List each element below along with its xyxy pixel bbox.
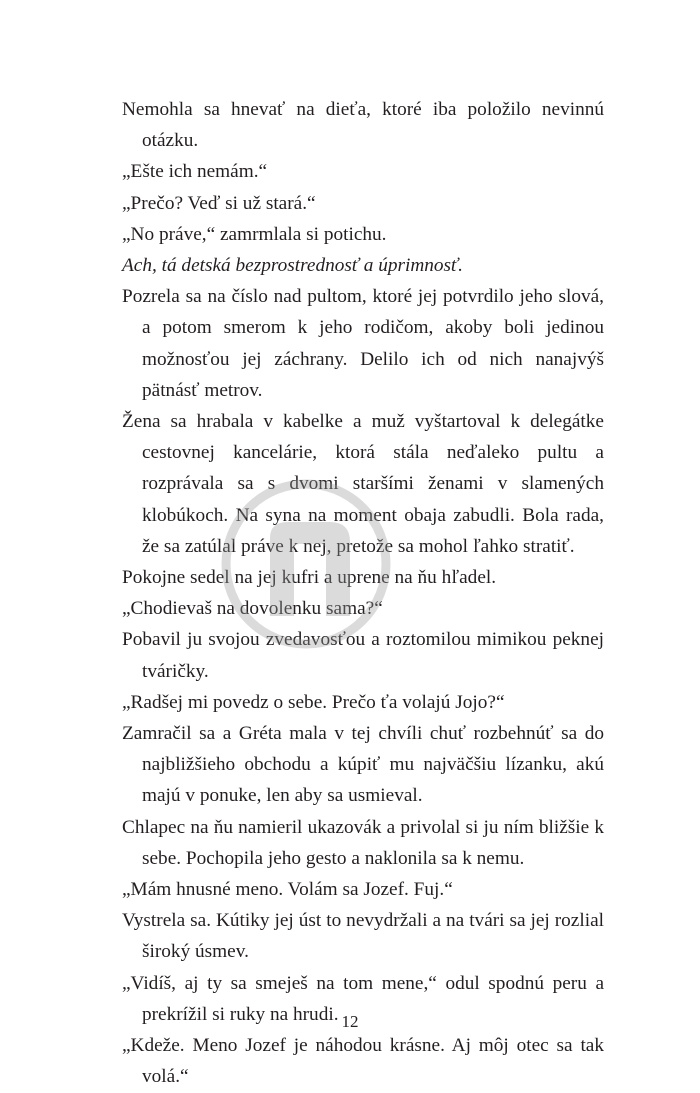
paragraph-14: „Mám hnusné meno. Volám sa Jozef. Fuj.“ — [122, 879, 453, 901]
paragraph-17: „Kdeže. Meno Jozef je náhodou krásne. Aj môj otec sa tak volá.“ — [122, 1035, 604, 1088]
paragraph-15: Vystrela sa. Kútiky jej úst to nevydržali a na tvári sa jej rozlial široký úsmev. — [122, 910, 604, 963]
paragraph-6: Pozrela sa na číslo nad pultom, ktoré jej potvrdilo jeho slová, a potom smerom k jeho rodičom, akoby boli jedinou možnosťou jej záchrany. Delilo ich od nich nanajvýš pätnásť metrov. — [122, 286, 604, 401]
paragraph-8: Pokojne sedel na jej kufri a uprene na ňu hľadel. — [122, 567, 497, 589]
page-number: 12 — [341, 1012, 359, 1031]
body-text — [122, 94, 604, 1093]
paragraph-1: Nemohla sa hnevať na dieťa, ktoré iba položilo nevinnú otázku. — [122, 99, 604, 152]
paragraph-16: „Vidíš, aj ty sa smeješ na tom mene,“ odul spodnú peru a prekrížil si ruky na hrudi. — [122, 972, 604, 1025]
paragraph-9: „Chodievaš na dovolenku sama?“ — [122, 598, 383, 620]
paragraph-3: „Prečo? Veď si už stará.“ — [122, 192, 316, 214]
paragraph-10: Pobavil ju svojou zvedavosťou a roztomilou mimikou peknej tváričky. — [122, 629, 604, 682]
paragraph-2: „Ešte ich nemám.“ — [122, 161, 268, 183]
paragraph-11: „Radšej mi povedz o sebe. Prečo ťa volajú Jojo?“ — [122, 691, 505, 713]
paragraph-4: „No práve,“ zamrmlala si potichu. — [122, 223, 387, 245]
paragraph-12: Zamračil sa a Gréta mala v tej chvíli chuť rozbehnúť sa do najbližšieho obchodu a kúpiť mu najväčšiu lízanku, akú majú v ponuke, len aby sa usmieval. — [122, 723, 604, 807]
paragraph-13: Chlapec na ňu namieril ukazovák a privolal si ju ním bližšie k sebe. Pochopila jeho gesto a naklonila sa k nemu. — [122, 816, 604, 869]
paragraph-7: Žena sa hrabala v kabelke a muž vyštartoval k delegátke cestovnej kancelárie, ktorá stála neďaleko pultu a rozprávala sa s dvomi staršími ženami v slamených klobúkoch. Na syna na moment obaja zabudli. Bola rada, že sa zatúlal práve k nej, pretože sa mohol ľahko stratiť. — [122, 411, 604, 557]
paragraph-5-italic: Ach, tá detská bezprostrednosť a úprimnosť. — [122, 255, 463, 277]
